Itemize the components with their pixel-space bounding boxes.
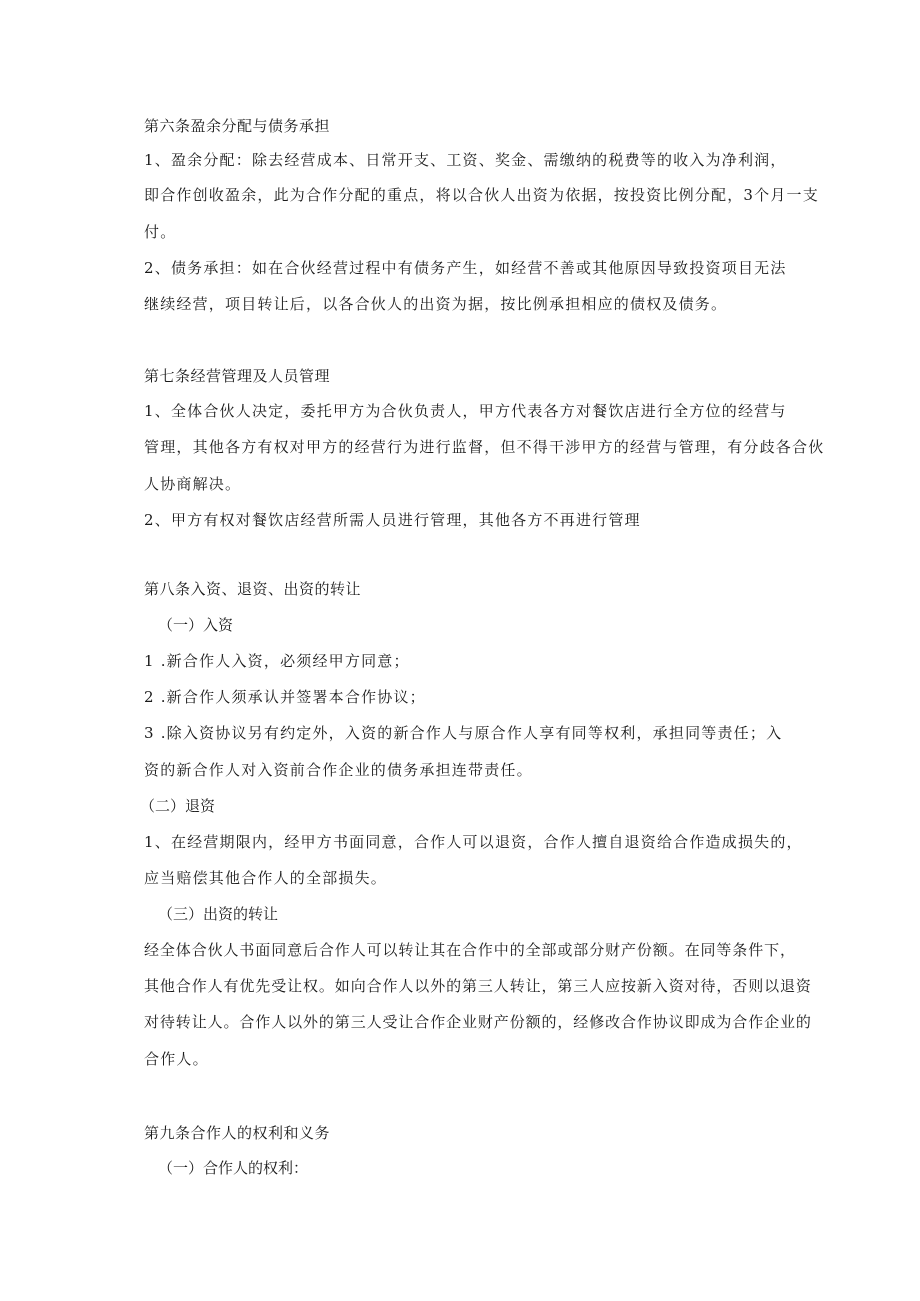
article-9-heading: 第九条合作人的权利和义务 <box>144 1124 331 1142</box>
article-8-heading: 第八条入资、退资、出资的转让 <box>144 580 362 598</box>
article-8-section-3-line-3: 对待转让人。合作人以外的第三人受让合作企业财产份额的，经修改合作协议即成为合作企业的 <box>144 1013 812 1031</box>
article-7-item-1-line-2: 管理，其他各方有权对甲方的经营行为进行监督，但不得干涉甲方的经营与管理，有分歧各合伙 <box>144 438 825 456</box>
article-8-section-1-item-3-line-2: 资的新合作人对入资前合作企业的债务承担连带责任。 <box>144 761 533 779</box>
article-7-item-1-line-3: 人协商解决。 <box>144 475 242 493</box>
article-8-section-3-line-2: 其他合作人有优先受让权。如向合作人以外的第三人转让，第三人应按新入资对待，否则以退资 <box>144 977 812 995</box>
article-8-section-3-line-1: 经全体合伙人书面同意后合作人可以转让其在合作中的全部或部分财产份额。在同等条件下， <box>144 941 796 959</box>
article-8-section-1-item-2: 2 .新合作人须承认并签署本合作协议； <box>144 688 426 706</box>
article-8-section-2-item-1-line-1: 1、在经营期限内，经甲方书面同意，合作人可以退资，合作人擅自退资给合作造成损失的， <box>144 833 803 851</box>
article-6-item-1-line-3: 付。 <box>144 223 177 241</box>
article-6-item-2-line-1: 2、债务承担：如在合伙经营过程中有债务产生，如经营不善或其他原因导致投资项目无法 <box>144 259 787 277</box>
article-8-section-2-title: （二）退资 <box>140 797 216 815</box>
article-8-section-3-title: （三）出资的转让 <box>158 905 279 923</box>
article-8-section-2-item-1-line-2: 应当赔偿其他合作人的全部损失。 <box>144 869 388 887</box>
article-7-heading: 第七条经营管理及人员管理 <box>144 367 331 385</box>
article-6-item-1-line-1: 1、盈余分配：除去经营成本、日常开支、工资、奖金、需缴纳的税费等的收入为净利润， <box>144 151 787 169</box>
article-9-section-1-title: （一）合作人的权利： <box>158 1159 309 1177</box>
article-6-item-2-line-2: 继续经营，项目转让后，以各合伙人的出资为据，按比例承担相应的债权及债务。 <box>144 295 728 313</box>
article-8-section-1-item-1: 1 .新合作人入资，必须经甲方同意； <box>144 652 410 670</box>
article-8-section-3-line-4: 合作人。 <box>144 1050 209 1068</box>
article-8-section-1-item-3-line-1: 3 .除入资协议另有约定外，入资的新合作人与原合作人享有同等权利，承担同等责任；入 <box>144 724 783 742</box>
article-6-item-1-line-2: 即合作创收盈余，此为合作分配的重点，将以合伙人出资为依据，按投资比例分配，3个月一支 <box>144 186 819 204</box>
article-7-item-1-line-1: 1、全体合伙人决定，委托甲方为合伙负责人，甲方代表各方对餐饮店进行全方位的经营与 <box>144 402 787 420</box>
article-8-section-1-title: （一）入资 <box>158 616 234 634</box>
article-6-heading: 第六条盈余分配与债务承担 <box>144 117 331 135</box>
article-7-item-2-line-1: 2、甲方有权对餐饮店经营所需人员进行管理，其他各方不再进行管理 <box>144 511 641 529</box>
